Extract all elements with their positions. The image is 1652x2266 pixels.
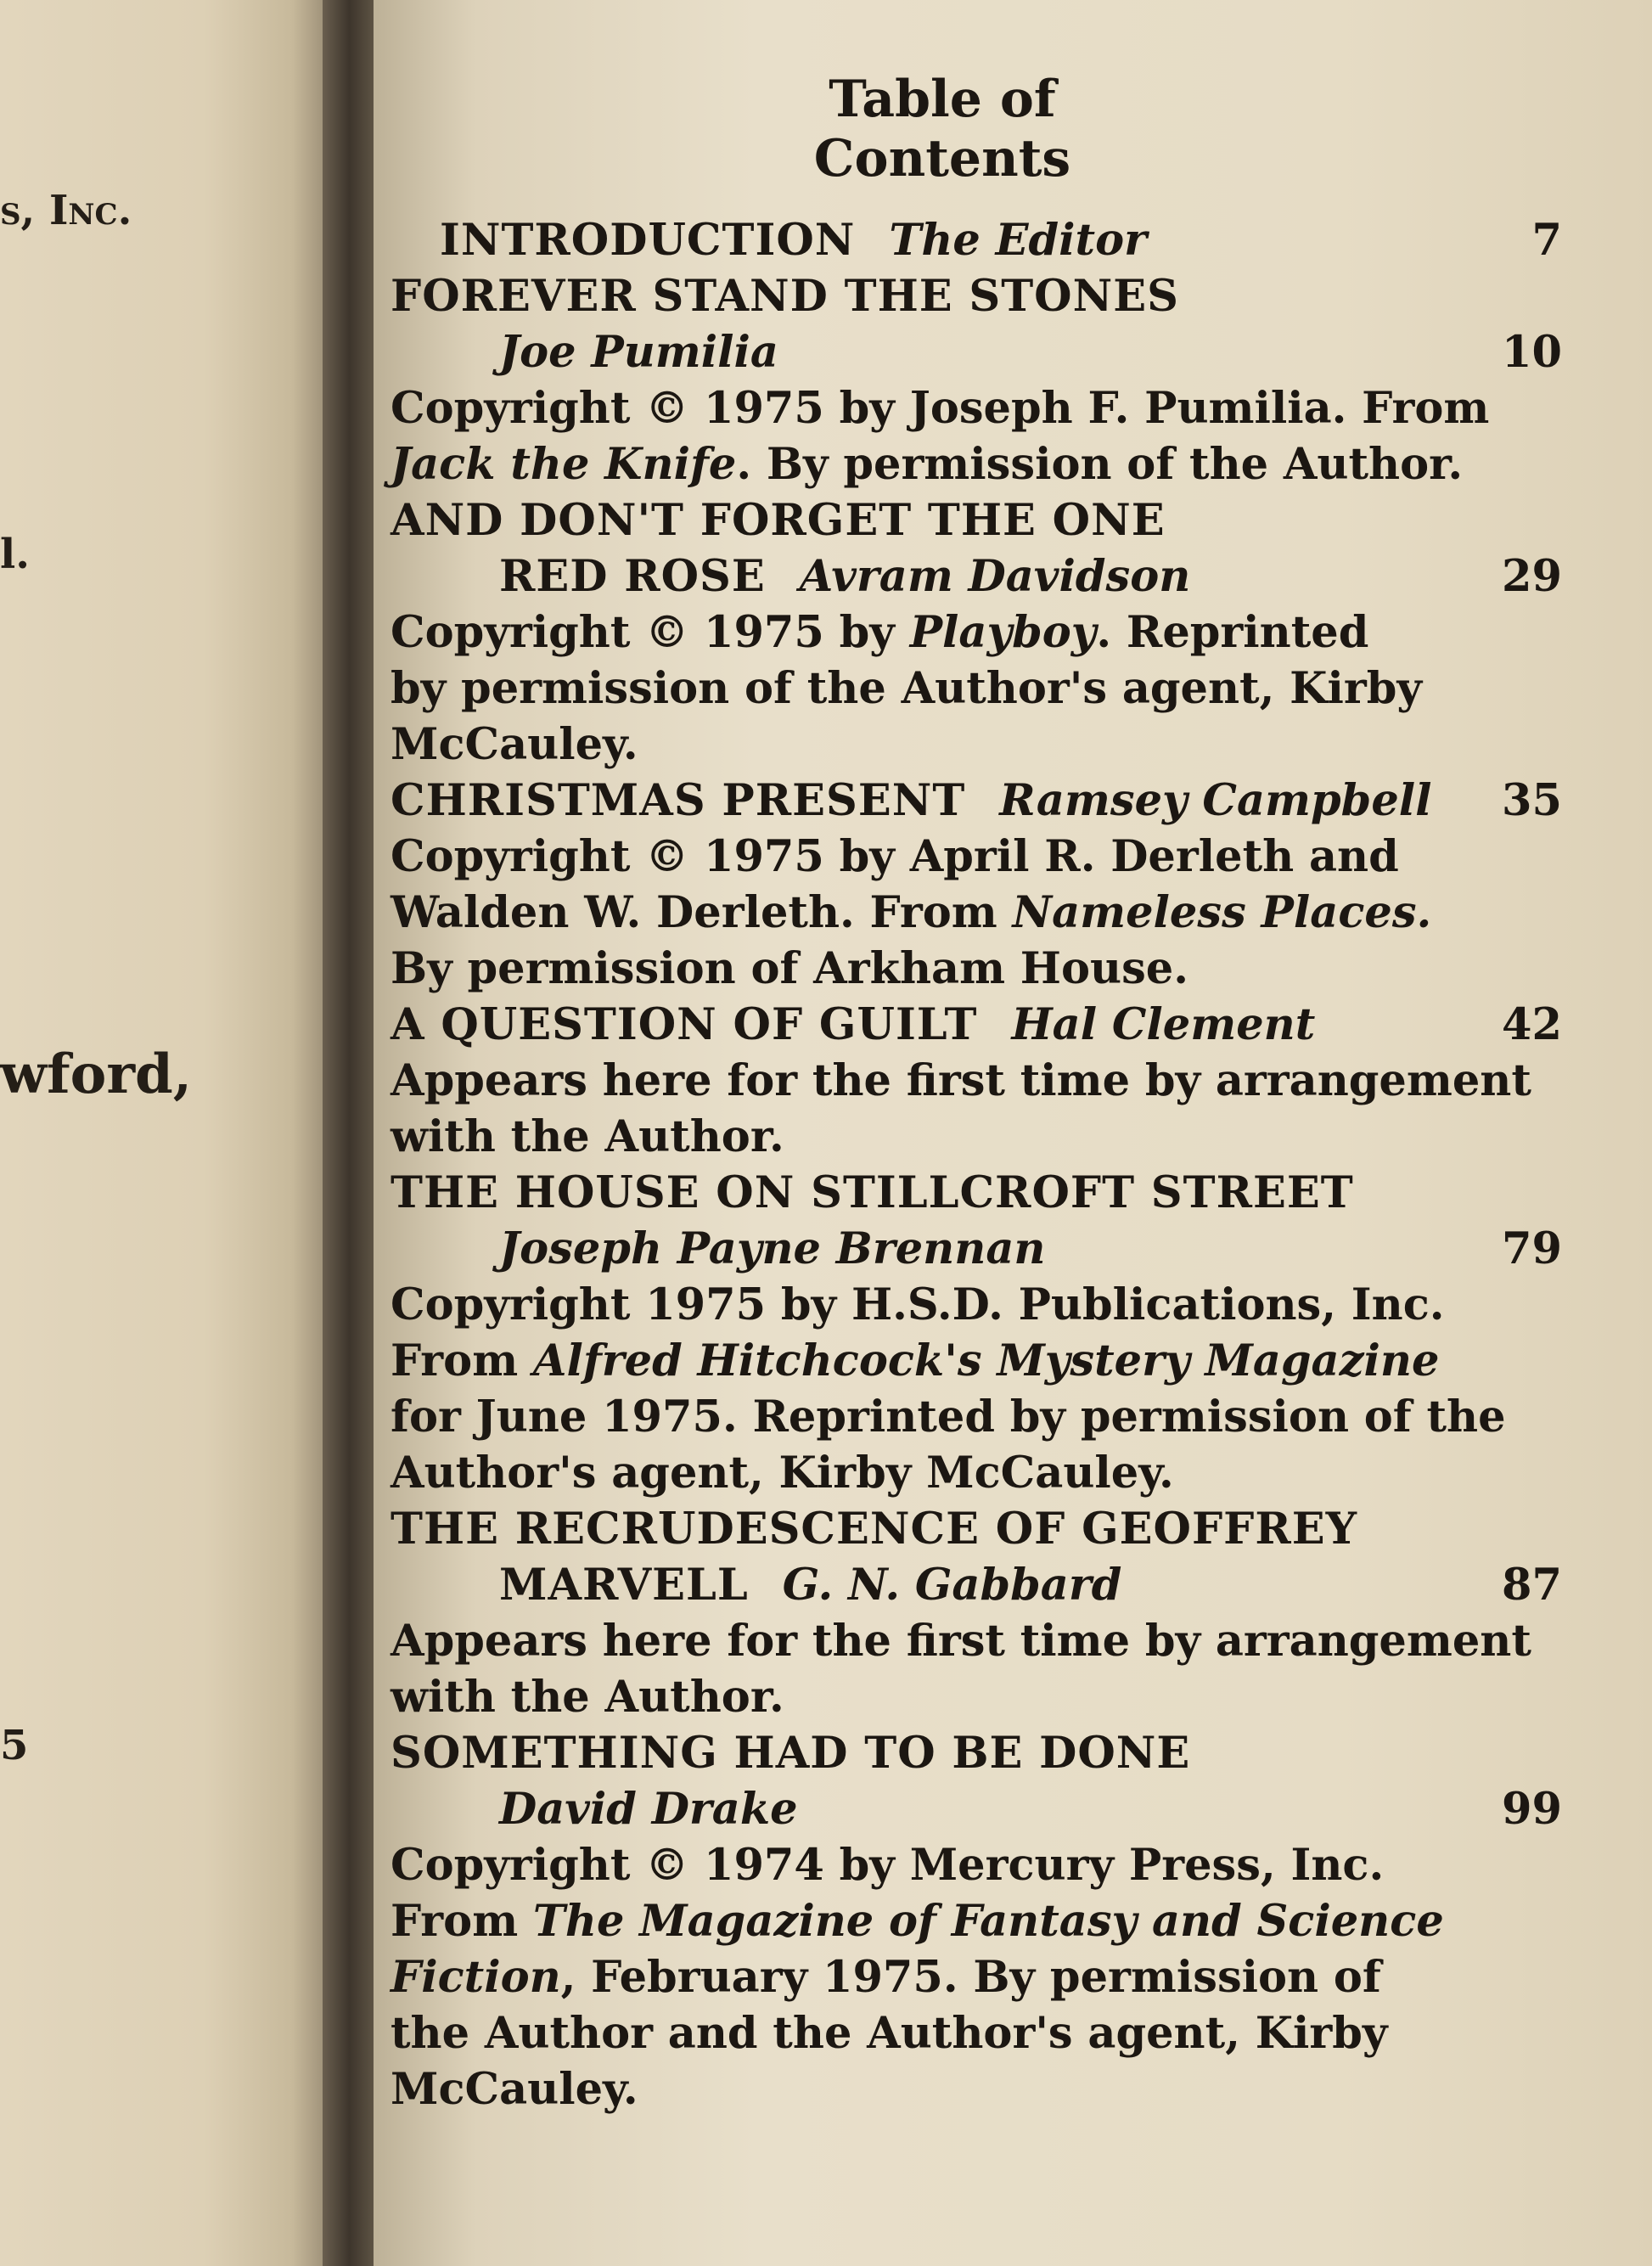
entry-credit: for June 1975. Reprinted by permission of the xyxy=(391,1392,1506,1442)
credit-source-title: Jack the Knife xyxy=(391,439,737,490)
entry-page-number: 29 xyxy=(1502,551,1562,602)
credit-source-title: The Magazine of Fantasy and Science xyxy=(532,1896,1444,1947)
entry-credit: Appears here for the first time by arrangement xyxy=(391,1616,1531,1667)
entry-credit: By permission of Arkham House. xyxy=(391,943,1188,994)
entry-author: Hal Clement xyxy=(1011,999,1316,1050)
entry-credit xyxy=(391,1333,1579,1389)
credit-source-title: Fiction xyxy=(391,1952,561,2003)
left-page xyxy=(0,0,340,2266)
entry-credit: Copyright © 1974 by Mercury Press, Inc. xyxy=(391,1840,1385,1891)
entry-title: THE HOUSE ON STILLCROFT STREET xyxy=(391,1167,1354,1218)
toc-entry-author-line xyxy=(391,1781,1579,1837)
toc-entry-author-line xyxy=(391,1221,1579,1277)
entry-credit: Author's agent, Kirby McCauley. xyxy=(391,1448,1174,1498)
entry-page-number: 42 xyxy=(1502,999,1562,1050)
credit-text: From xyxy=(391,1896,533,1947)
right-page xyxy=(374,0,1652,2266)
credit-source-title: Alfred Hitchcock's Mystery Magazine xyxy=(532,1335,1440,1386)
entry-credit: McCauley. xyxy=(391,719,638,770)
entry-title: THE RECRUDESCENCE OF GEOFFREY xyxy=(391,1504,1358,1555)
toc-entry-author-line xyxy=(391,548,1579,604)
entry-credit xyxy=(391,885,1579,941)
entry-title: FOREVER STAND THE STONES xyxy=(391,271,1179,322)
credit-text: From xyxy=(391,1335,533,1386)
left-page-fragment: l. xyxy=(0,531,30,578)
left-page-fragment: 5 xyxy=(0,1722,29,1769)
entry-title-continued: MARVELL xyxy=(499,1560,749,1611)
entry-credit xyxy=(391,1893,1579,1949)
entry-credit: Copyright © 1975 by April R. Derleth and xyxy=(391,831,1399,882)
entry-title: INTRODUCTION xyxy=(440,215,856,266)
entry-credit: Copyright 1975 by H.S.D. Publications, Inc. xyxy=(391,1279,1445,1330)
credit-text: . By permission of the Author. xyxy=(736,439,1464,490)
entry-credit xyxy=(391,436,1579,492)
credit-text: . Reprinted xyxy=(1096,607,1369,658)
entry-credit: the Author and the Author's agent, Kirby xyxy=(391,2008,1388,2059)
entry-author: Joseph Payne Brennan xyxy=(499,1223,1046,1274)
entry-credit: with the Author. xyxy=(391,1672,784,1723)
toc-entry-title-line xyxy=(391,997,1579,1053)
entry-credit: Copyright © 1975 by Joseph F. Pumilia. From xyxy=(391,383,1490,434)
entry-credit: McCauley. xyxy=(391,2064,638,2115)
left-page-fragment: wford, xyxy=(0,1043,193,1106)
entry-page-number: 35 xyxy=(1502,775,1562,826)
entry-title: A QUESTION OF GUILT xyxy=(391,999,978,1050)
entry-author: G. N. Gabbard xyxy=(782,1560,1122,1611)
entry-title-continued: RED ROSE xyxy=(499,551,766,602)
entry-page-number: 99 xyxy=(1502,1784,1562,1835)
toc-list xyxy=(391,212,1579,2117)
page-title: Table of Contents xyxy=(813,70,1071,188)
entry-page-number: 10 xyxy=(1502,327,1562,378)
entry-author: David Drake xyxy=(499,1784,798,1835)
toc-entry-title-line xyxy=(391,773,1579,829)
credit-text: Walden W. Derleth. From xyxy=(391,887,1013,938)
entry-page-number: 87 xyxy=(1502,1560,1562,1611)
entry-author: Avram Davidson xyxy=(799,551,1191,602)
toc-entry-author-line xyxy=(391,1557,1579,1613)
entry-credit: Appears here for the first time by arrangement xyxy=(391,1055,1531,1106)
entry-page-number: 7 xyxy=(1531,215,1562,266)
entry-title: AND DON'T FORGET THE ONE xyxy=(391,495,1166,546)
left-page-fragment: s, Inc. xyxy=(0,187,132,234)
entry-author: Ramsey Campbell xyxy=(999,775,1432,826)
entry-credit: with the Author. xyxy=(391,1111,784,1162)
credit-source-title: Nameless Places. xyxy=(1012,887,1432,938)
credit-text: Copyright © 1975 by xyxy=(391,607,910,658)
credit-text: , February 1975. By permission of xyxy=(560,1952,1381,2003)
toc-entry-author-line xyxy=(391,324,1579,380)
entry-credit xyxy=(391,1949,1579,2005)
entry-credit xyxy=(391,604,1579,661)
entry-credit: by permission of the Author's agent, Kirby xyxy=(391,663,1422,714)
entry-author: Joe Pumilia xyxy=(499,327,778,378)
credit-source-title: Playboy xyxy=(909,607,1097,658)
toc-entry-introduction xyxy=(391,212,1579,268)
entry-title: SOMETHING HAD TO BE DONE xyxy=(391,1728,1191,1779)
entry-title: CHRISTMAS PRESENT xyxy=(391,775,966,826)
entry-author: The Editor xyxy=(889,215,1147,266)
entry-page-number: 79 xyxy=(1502,1223,1562,1274)
